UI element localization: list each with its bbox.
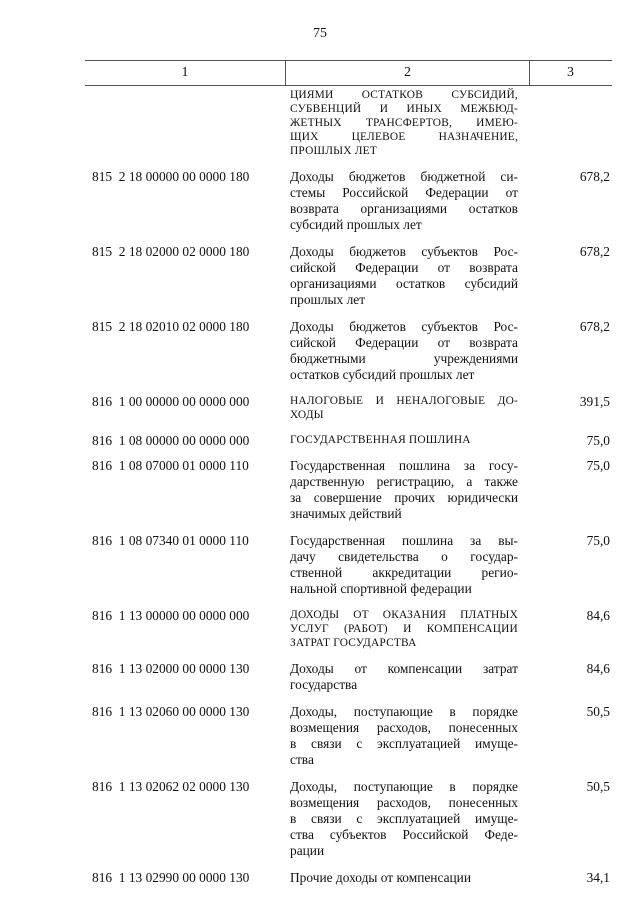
row-name-line: ХОДЫ	[290, 409, 324, 421]
row-name	[290, 661, 518, 693]
table-header	[85, 60, 612, 86]
row-name-line: дарственную регистрацию, а также	[290, 474, 518, 489]
row-name-line: субсидий прошлых лет	[290, 217, 422, 232]
row-amount: 50,5	[586, 779, 610, 794]
row-name-line: ГОСУДАРСТВЕННАЯ ПОШЛИНА	[290, 434, 471, 446]
page-number: 75	[313, 26, 327, 41]
row-name	[290, 319, 518, 383]
table-row	[0, 394, 640, 422]
row-name-line: рации	[290, 843, 325, 858]
row-name-line: ДОХОДЫ ОТ ОКАЗАНИЯ ПЛАТНЫХ	[290, 609, 518, 621]
row-name	[290, 433, 518, 447]
row-name-line: стемы Российской Федерации от	[290, 185, 518, 200]
row-name-line: Доходы бюджетов субъектов Рос-	[290, 244, 518, 259]
row-name-line: ственной аккредитации регио-	[290, 565, 518, 580]
row-amount: 678,2	[579, 169, 610, 184]
row-code: 815 2 18 02000 02 0000 180	[92, 244, 250, 259]
row-name-line: значимых действий	[290, 506, 402, 521]
table-row	[0, 704, 640, 768]
row-name-line: НАЛОГОВЫЕ И НЕНАЛОГОВЫЕ ДО-	[290, 395, 518, 407]
table-row	[0, 608, 640, 650]
row-name	[290, 458, 518, 522]
table-row	[0, 244, 640, 308]
row-name-line: в связи с эксплуатацией имуще-	[290, 736, 518, 751]
row-name-line: Доходы, поступающие в порядке	[290, 779, 518, 794]
row-name-line: ПРОШЛЫХ ЛЕТ	[290, 145, 377, 157]
row-code: 816 1 08 00000 00 0000 000	[92, 433, 250, 448]
row-code: 816 1 13 02060 00 0000 130	[92, 704, 250, 719]
row-name-line: Доходы бюджетов субъектов Рос-	[290, 319, 518, 334]
row-name-line: нальной спортивной федерации	[290, 581, 472, 596]
row-name-line: ства	[290, 752, 314, 767]
row-amount: 84,6	[586, 608, 610, 623]
row-name-line: возврата организациями остатков	[290, 201, 518, 216]
row-name-line: бюджетными учреждениями	[290, 351, 518, 366]
row-name	[290, 779, 518, 859]
row-name-line: возмещения расходов, понесенных	[290, 795, 518, 810]
header-col-3: 3	[567, 65, 574, 80]
row-name	[290, 870, 518, 886]
row-name-line: ства субъектов Российской Феде-	[290, 827, 518, 842]
row-name	[290, 533, 518, 597]
row-amount: 75,0	[586, 433, 610, 448]
table-row	[0, 458, 640, 522]
table-row	[0, 870, 640, 886]
row-name-line: прошлых лет	[290, 292, 366, 307]
row-amount: 75,0	[586, 533, 610, 548]
row-name-line: сийской Федерации от возврата	[290, 260, 518, 275]
row-name	[290, 704, 518, 768]
row-name-line: ЦИЯМИ ОСТАТКОВ СУБСИДИЙ,	[290, 89, 518, 101]
row-amount: 34,1	[586, 870, 610, 885]
row-name	[290, 244, 518, 308]
row-name-line: возмещения расходов, понесенных	[290, 720, 518, 735]
row-name-line: Прочие доходы от компенсации	[290, 870, 472, 885]
table-body	[0, 88, 640, 897]
row-code: 816 1 13 02990 00 0000 130	[92, 870, 250, 885]
row-amount: 84,6	[586, 661, 610, 676]
row-name-line: ЖЕТНЫХ ТРАНСФЕРТОВ, ИМЕЮ-	[290, 117, 518, 129]
row-code: 816 1 08 07340 01 0000 110	[92, 533, 249, 548]
row-amount: 50,5	[586, 704, 610, 719]
table-row	[0, 319, 640, 383]
table-row	[0, 779, 640, 859]
row-name-line: организациями остатков субсидий	[290, 276, 518, 291]
row-name-line: ЗАТРАТ ГОСУДАРСТВА	[290, 637, 417, 649]
row-name-line: УСЛУГ (РАБОТ) И КОМПЕНСАЦИИ	[290, 623, 518, 635]
row-amount: 391,5	[579, 394, 610, 409]
row-amount: 75,0	[586, 458, 610, 473]
row-name-line: ЩИХ ЦЕЛЕВОЕ НАЗНАЧЕНИЕ,	[290, 131, 518, 143]
table-row	[0, 433, 640, 447]
row-code: 816 1 13 02000 00 0000 130	[92, 661, 250, 676]
row-code: 816 1 13 02062 02 0000 130	[92, 779, 250, 794]
row-name-line: Государственная пошлина за госу-	[290, 458, 518, 473]
table-row	[0, 88, 640, 158]
row-name-line: за совершение прочих юридически	[290, 490, 518, 505]
row-amount: 678,2	[579, 244, 610, 259]
row-name-line: СУБВЕНЦИЙ И ИНЫХ МЕЖБЮД-	[290, 103, 518, 115]
row-name-line: Доходы бюджетов бюджетной си-	[290, 169, 518, 184]
row-name-line: остатков субсидий прошлых лет	[290, 367, 475, 382]
row-code: 816 1 08 07000 01 0000 110	[92, 458, 249, 473]
row-amount: 678,2	[579, 319, 610, 334]
row-name	[290, 608, 518, 650]
row-name	[290, 394, 518, 422]
row-name-line: Доходы, поступающие в порядке	[290, 704, 518, 719]
row-name-line: Государственная пошлина за вы-	[290, 533, 518, 548]
table-row	[0, 169, 640, 233]
row-code: 815 2 18 02010 02 0000 180	[92, 319, 250, 334]
row-code: 815 2 18 00000 00 0000 180	[92, 169, 250, 184]
header-col-2: 2	[285, 61, 530, 85]
row-name-line: Доходы от компенсации затрат	[290, 661, 518, 676]
row-name-line: дачу свидетельства о государ-	[290, 549, 518, 564]
header-col-1: 1	[181, 65, 189, 80]
row-name-line: государства	[290, 677, 358, 692]
row-name	[290, 169, 518, 233]
row-code: 816 1 13 00000 00 0000 000	[92, 608, 250, 623]
row-name-line: в связи с эксплуатацией имуще-	[290, 811, 518, 826]
table-row	[0, 533, 640, 597]
row-name	[290, 88, 518, 158]
row-name-line: сийской Федерации от возврата	[290, 335, 518, 350]
table-row	[0, 661, 640, 693]
row-code: 816 1 00 00000 00 0000 000	[92, 394, 250, 409]
